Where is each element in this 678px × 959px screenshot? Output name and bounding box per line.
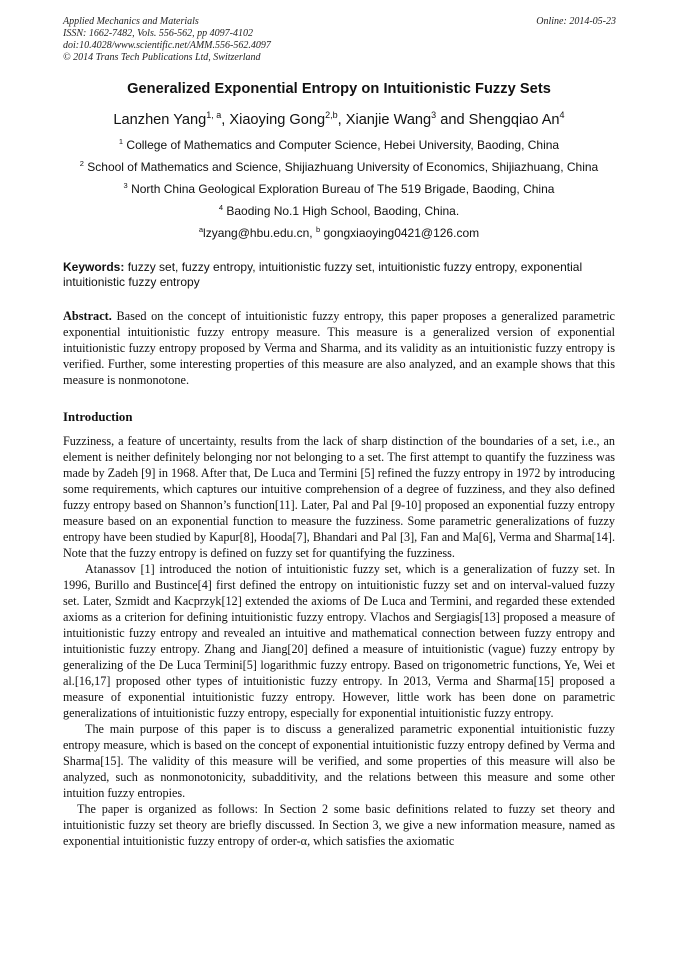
author-separator: ,	[221, 112, 230, 128]
introduction-body	[63, 433, 615, 849]
author-name: Shengqiao An	[468, 112, 560, 128]
keywords-block	[63, 260, 615, 290]
author-list	[0, 112, 678, 128]
author-emails	[0, 226, 678, 240]
email-superscript: a	[198, 225, 204, 234]
affiliation-1	[0, 138, 678, 152]
author-name: Xiaoying Gong	[229, 112, 326, 128]
keywords-label: Keywords:	[63, 260, 125, 274]
abstract-label: Abstract.	[63, 309, 112, 323]
paragraph: The main purpose of this paper is to discuss a generalized parametric exponential intuitionistic fuzzy entropy measure, which is based on the concept of exponential intuitionistic fuzzy entropy defined by Verma and Sharma[15]. The validity of this measure will be verified, and some properties of this measure will also be analyzed, such as nonmonotonicity, subadditivity, and the relations between this measure and some other intuition fuzzy entropies.	[63, 722, 615, 800]
paper-title: Generalized Exponential Entropy on Intuitionistic Fuzzy Sets	[127, 81, 551, 97]
author-superscript: 4	[559, 110, 565, 120]
section-heading: Introduction	[63, 410, 133, 424]
affiliation-4	[0, 204, 678, 218]
keywords-text: fuzzy set, fuzzy entropy, intuitionistic fuzzy set, intuitionistic fuzzy entropy, exponential intuitionistic fuzzy entropy	[63, 260, 583, 289]
affiliation-text: North China Geological Exploration Bureau of The 519 Brigade, Baoding, China	[131, 182, 555, 196]
email-b: gongxiaoying0421@126.com	[323, 226, 480, 240]
author-separator: and	[436, 112, 469, 128]
email-a: lzyang@hbu.edu.cn,	[203, 226, 316, 240]
author-name: Xianjie Wang	[345, 112, 432, 128]
abstract-block	[63, 308, 615, 388]
abstract-text: Based on the concept of intuitionistic fuzzy entropy, this paper proposes a generalized parametric exponential intuitionistic fuzzy entropy measure. This measure is a generalized version of exponential intuitionistic fuzzy entropy proposed by Verma and Sharma, and its validity as an intuitionistic fuzzy entropy is verified. Further, some interesting properties of this measure are also analyzed, and an example shows that this measure is nonmonotone.	[63, 309, 615, 387]
affiliation-number: 3	[123, 181, 128, 190]
affiliation-2	[0, 160, 678, 174]
paragraph: Atanassov [1] introduced the notion of intuitionistic fuzzy set, which is a generalization of fuzzy set. In 1996, Burillo and Bustince[4] first defined the entropy on intuitionistic fuzzy set and on interval-valued fuzzy set. Later, Szmidt and Kacprzyk[12] extended the axioms of De Luca and Termini, and regarded these extended axioms as a criterion for defining intuitionistic fuzzy entropy. Vlachos and Sergiagis[13] proposed a measure of intuitionistic fuzzy entropy and revealed an intuitive and mathematical connection between fuzzy entropy and intuitionistic fuzzy entropy. Zhang and Jiang[20] defined a measure of intuitionistic (vague) fuzzy entropy by generalizing of the De Luca Termini[5] logarithmic fuzzy entropy. Based on trigonometric functions, Ye, Wei et al.[16,17] proposed other types of intuitionistic fuzzy entropy. In 2013, Verma and Sharma[15] proposed a measure of exponential intuitionistic fuzzy entropy. However, little work has been done on parametric generalizations of intuitionistic fuzzy entropy, especially for exponential intuitionistic fuzzy entropy.	[63, 562, 615, 720]
affiliation-text: Baoding No.1 High School, Baoding, China.	[226, 204, 460, 218]
paragraph: The paper is organized as follows: In Section 2 some basic definitions related to fuzzy set theory and intuitionistic fuzzy set theory are briefly discussed. In Section 3, we give a new information measure, named as exponential intuitionistic fuzzy entropy of order-α, which satisfies the axiomatic	[63, 802, 615, 848]
doi-line: doi:10.4028/www.scientific.net/AMM.556-562.4097	[63, 40, 271, 51]
email-superscript: b	[315, 225, 321, 234]
affiliation-number: 2	[79, 159, 84, 168]
affiliation-text: School of Mathematics and Science, Shijiazhuang University of Economics, Shijiazhuang, China	[87, 160, 599, 174]
author-superscript: 1, a	[206, 110, 222, 120]
affiliation-number: 1	[118, 137, 124, 146]
affiliation-3	[0, 182, 678, 196]
author-name: Lanzhen Yang	[113, 112, 207, 128]
author-separator: ,	[337, 112, 346, 128]
author-superscript: 2,b	[325, 110, 338, 120]
affiliation-text: College of Mathematics and Computer Science, Hebei University, Baoding, China	[126, 138, 560, 152]
copyright-line: © 2014 Trans Tech Publications Ltd, Switzerland	[63, 52, 261, 63]
online-date: Online: 2014-05-23	[536, 16, 616, 27]
author-superscript: 3	[431, 110, 437, 120]
paragraph: Fuzziness, a feature of uncertainty, results from the lack of sharp distinction of the boundaries of a set, i.e., an element is neither definitely belonging nor not belonging to a set. The first attempt to quantify the fuzziness was made by Zadeh [9] in 1968. After that, De Luca and Termini [5] refined the fuzzy entropy in 1972 by introducing some requirements, which captures our intuitive comprehension of a degree of fuzziness, and they also defined fuzzy entropy based on Shannon’s function[11]. Later, Pal and Pal [9-10] proposed an exponential fuzzy entropy measure based on an exponential function to measure the fuzziness. Some parametric generalizations of fuzzy entropy have been studied by Kapur[8], Hooda[7], Bhandari and Pal [3], Fan and Ma[6], Verma and Sharma[14]. Note that the fuzzy entropy is defined on fuzzy set for quantifying the fuzziness.	[63, 434, 615, 560]
issn-line: ISSN: 1662-7482, Vols. 556-562, pp 4097-4102	[63, 28, 253, 39]
journal-header	[63, 16, 271, 64]
journal-name: Applied Mechanics and Materials	[63, 16, 199, 27]
affiliation-number: 4	[218, 203, 223, 212]
